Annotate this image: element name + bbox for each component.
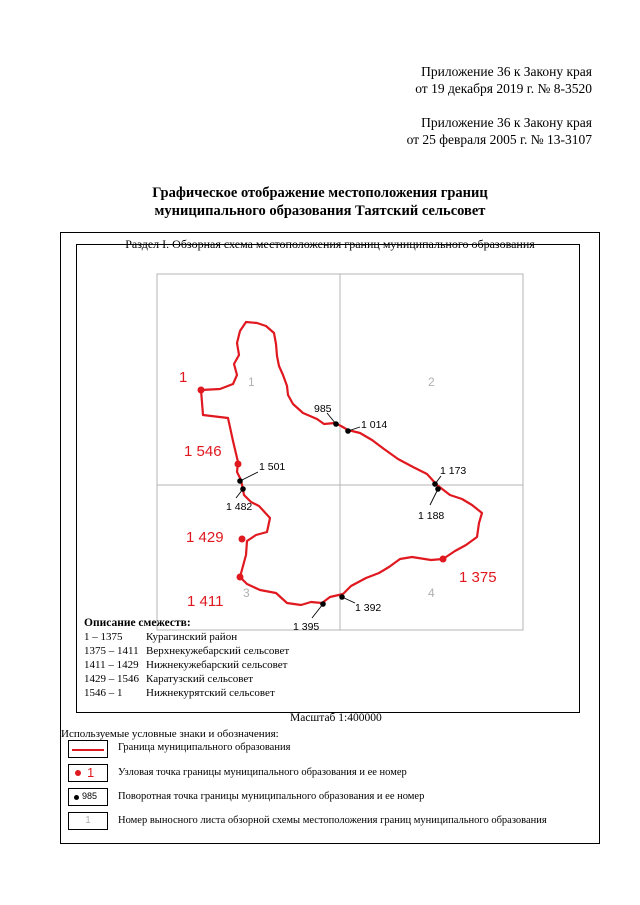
turn-point-label: 1 482	[226, 501, 253, 513]
appendix-line: от 25 февраля 2005 г. № 13-3107	[406, 132, 592, 147]
turn-point-label: 1 173	[440, 465, 467, 477]
node-point-1546	[235, 461, 242, 468]
turn-point-label: 1 395	[293, 621, 320, 633]
boundary-line-icon	[68, 740, 108, 758]
adjacency-row	[84, 658, 287, 672]
turn-point-label: 1 392	[355, 602, 382, 614]
adjacency-range: 1375 – 1411	[84, 645, 139, 657]
adjacency-title: Описание смежеств:	[84, 617, 191, 629]
turn-point-label: 1 188	[418, 510, 445, 522]
turn-point-icon	[68, 788, 108, 806]
legend-text: Узловая точка границы муниципального образования и ее номер	[118, 767, 407, 778]
sheet-number: 3	[243, 586, 250, 600]
title-line: Графическое отображение местоположения границ	[152, 185, 488, 201]
adjacency-range: 1 – 1375	[84, 631, 123, 643]
leader-line	[435, 476, 441, 484]
legend-text: Граница муниципального образования	[118, 742, 291, 753]
node-point-sample: 1	[87, 765, 95, 780]
sheet-number: 1	[248, 375, 255, 389]
adjacency-row	[84, 644, 289, 658]
municipal-boundary	[201, 322, 482, 605]
leader-line	[342, 597, 355, 603]
node-point-1	[198, 387, 205, 394]
legend-title: Используемые условные знаки и обозначения:	[61, 728, 279, 740]
node-point-1429	[239, 536, 246, 543]
adjacency-name: Нижнекурятский сельсовет	[146, 687, 275, 699]
sheet-number-sample: 1	[85, 815, 91, 826]
leader-line	[236, 489, 243, 498]
adjacency-range: 1429 – 1546	[84, 673, 139, 685]
turn-point-label: 1 501	[259, 461, 286, 473]
turn-point-label: 985	[314, 403, 332, 415]
adjacency-name: Курагинский район	[146, 631, 238, 643]
node-point-icon	[68, 764, 108, 782]
sheet-number: 4	[428, 586, 435, 600]
node-point-label: 1 429	[186, 529, 224, 546]
map-scale: Масштаб 1:400000	[290, 712, 382, 724]
node-point-label: 1 375	[459, 569, 497, 586]
adjacency-name: Верхнекужебарский сельсовет	[146, 645, 290, 657]
appendix-line: от 19 декабря 2019 г. № 8-3520	[415, 81, 592, 96]
title-line: муниципального образования Таятский сельсовет	[154, 203, 486, 219]
leader-line	[430, 489, 438, 505]
adjacency-row	[84, 686, 275, 700]
node-point-label: 1 546	[184, 443, 222, 460]
adjacency-row	[84, 630, 237, 644]
legend-text: Номер выносного листа обзорной схемы местоположения границ муниципального образования	[118, 815, 547, 826]
adjacency-name: Каратузский сельсовет	[146, 673, 254, 685]
adjacency-row	[84, 672, 253, 686]
section-title: Раздел I. Обзорная схема местоположения границ муниципального образования	[125, 237, 535, 251]
sheet-number-icon	[68, 812, 108, 830]
adjacency-range: 1546 – 1	[84, 687, 123, 699]
node-point-1411	[237, 574, 244, 581]
node-point-1375	[440, 556, 447, 563]
sheet-number: 2	[428, 375, 435, 389]
node-point-label: 1 411	[187, 593, 224, 610]
turn-point-label: 1 014	[361, 419, 388, 431]
appendix-line: Приложение 36 к Закону края	[421, 115, 592, 130]
legend-text: Поворотная точка границы муниципального образования и ее номер	[118, 791, 425, 802]
turn-point-sample: 985	[82, 791, 98, 801]
appendix-line: Приложение 36 к Закону края	[421, 64, 592, 79]
node-point-label: 1	[179, 369, 188, 386]
leader-line	[240, 472, 258, 481]
leader-line	[312, 604, 323, 618]
adjacency-range: 1411 – 1429	[84, 659, 139, 671]
adjacency-name: Нижнекужебарский сельсовет	[146, 659, 288, 671]
